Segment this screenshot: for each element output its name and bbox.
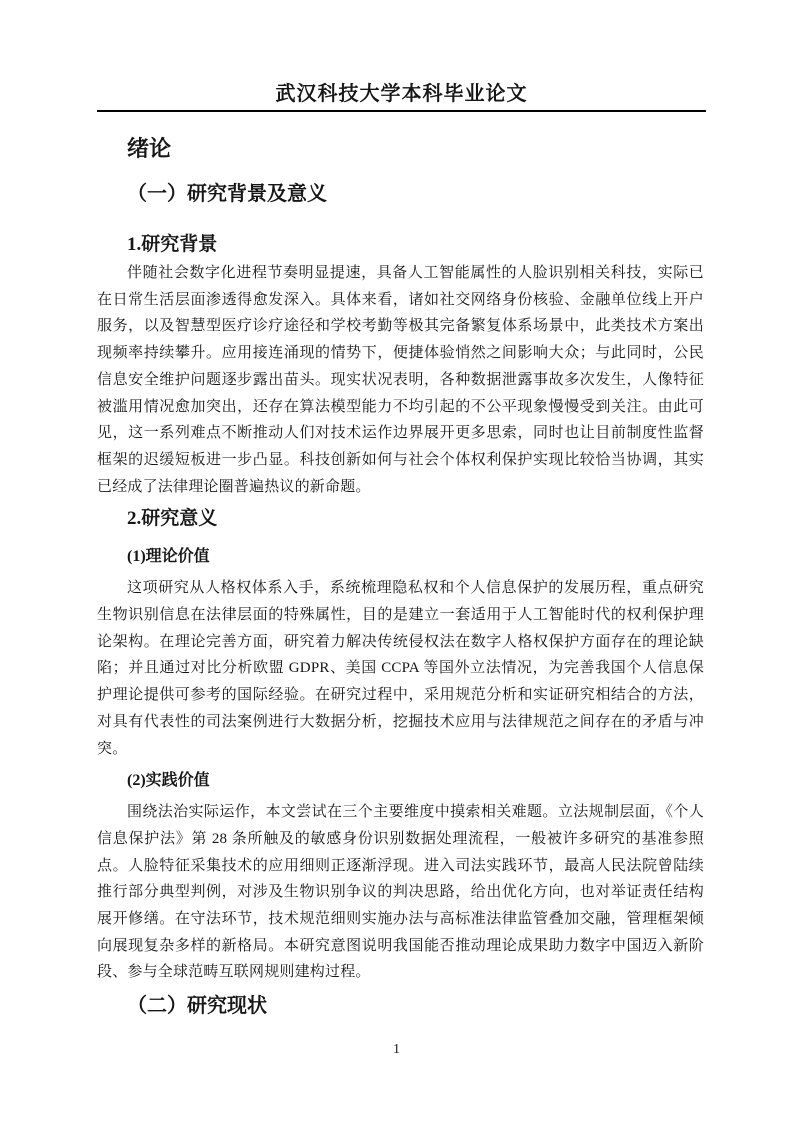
running-header-title: 武汉科技大学本科毕业论文: [275, 83, 528, 105]
section-heading-research-status: （二）研究现状: [127, 995, 267, 1018]
section-heading-background-and-significance: （一）研究背景及意义: [127, 183, 327, 205]
running-header: [97, 0, 706, 105]
subsection-heading-research-significance: 2.研究意义: [127, 508, 218, 530]
header-divider: [97, 105, 706, 112]
item-heading-practical-value: (2)实践价值: [127, 772, 210, 790]
subsection-heading-research-background: 1.研究背景: [127, 234, 218, 255]
page-number: 1: [393, 1042, 400, 1057]
item-heading-theoretical-value: (1)理论价值: [127, 548, 210, 566]
paragraph-research-background: 伴随社会数字化进程节奏明显提速，具备人工智能属性的人脸识别相关科技，实际已在日常生活层面渗透得愈发深入。具体来看，诸如社交网络身份核验、金融单位线上开户服务，以及智慧型医疗诊疗途径和学校考勤等极其完备繁复体系场景中，此类技术方案出现频率持续攀升。应用接连涌现的情势下，便捷体验悄然之间影响大众；与此同时，公民信息安全维护问题逐步露出苗头。现实状况表明，各种数据泄露事故多次发生，人像特征被滥用情况愈加突出，还存在算法模型能力不均引起的不公平现象慢慢受到关注。由此可见，这一系列难点不断推动人们对技术运作边界展开更多思索，同时也让目前制度性监督框架的迟缓短板进一步凸显。科技创新如何与社会个体权利保护实现比较恰当协调，其实已经成了法律理论圈普遍热议的新命题。: [97, 265, 704, 495]
paragraph-theoretical-value: 这项研究从人格权体系入手，系统梳理隐私权和个人信息保护的发展历程，重点研究生物识别信息在法律层面的特殊属性，目的是建立一套适用于人工智能时代的权利保护理论架构。在理论完善方面，研究着力解决传统侵权法在数字人格权保护方面存在的理论缺陷；并且通过对比分析欧盟 GDPR、美国 CCPA 等国外立法情况，为完善我国个人信息保护理论提供可参考的国际经验。在研究过程中，采用规范分析和实证研究相结合的方法，对具有代表性的司法案例进行大数据分析，挖掘技术应用与法律规范之间存在的矛盾与冲突。: [97, 580, 704, 757]
paragraph-practical-value: 围绕法治实际运作，本文尝试在三个主要维度中摸索相关难题。立法规制层面，《个人信息保护法》第 28 条所触及的敏感身份识别数据处理流程，一般被许多研究的基准参照点。人脸特征采集技术的应用细则正逐渐浮现。进入司法实践环节，最高人民法院曾陆续推行部分典型判例，对涉及生物识别争议的判决思路，给出优化方向，也对举证责任结构展开修缮。在守法环节，技术规范细则实施办法与高标准法律监管叠加交融，管理框架倾向展现复杂多样的新格局。本研究意图说明我国能否推动理论成果助力数字中国迈入新阶段、参与全球范畴互联网规则建构过程。: [97, 804, 704, 981]
document-content: [97, 134, 704, 1020]
page-footer: [0, 1040, 793, 1059]
chapter-title: 绪论: [127, 136, 172, 161]
